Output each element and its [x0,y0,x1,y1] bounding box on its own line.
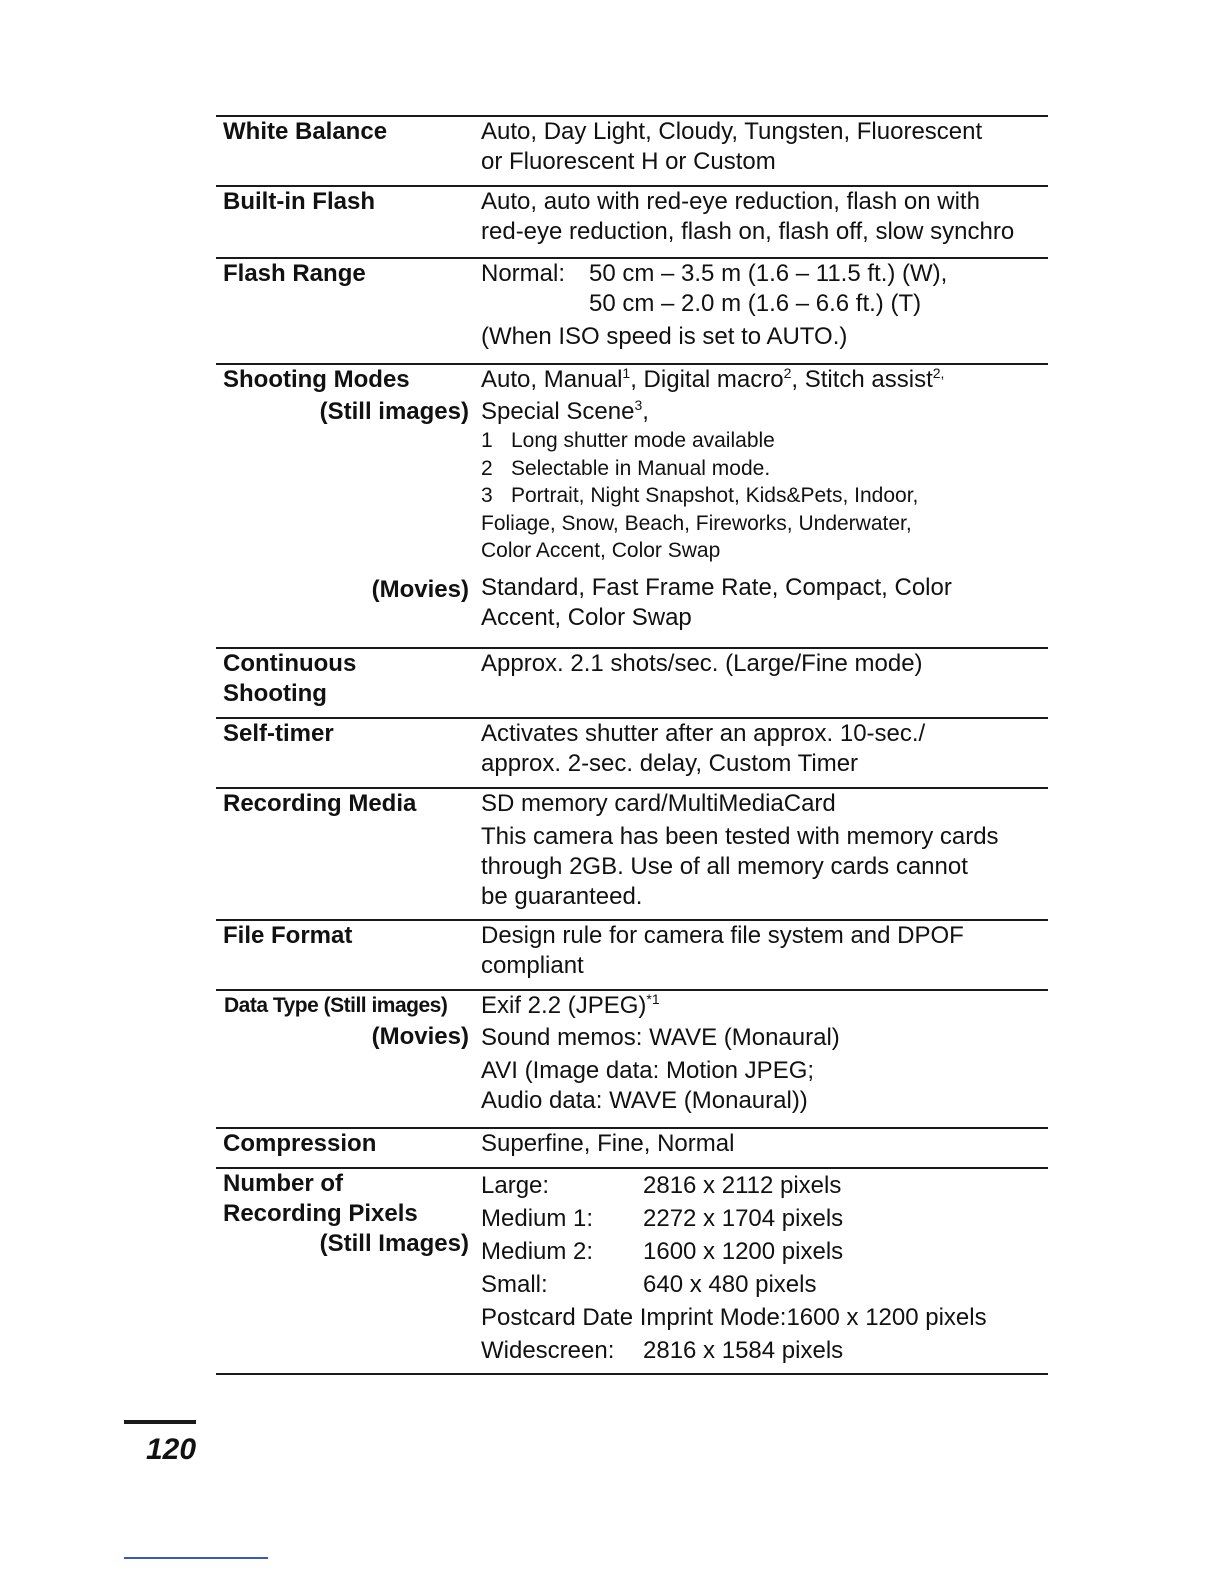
spec-label: Shooting [223,680,327,707]
spec-label: Recording Media [223,790,417,817]
spec-value: AVI (Image data: Motion JPEG; [481,1057,815,1084]
spec-value: approx. 2-sec. delay, Custom Timer [481,750,859,777]
spec-value: Audio data: WAVE (Monaural)) [481,1087,808,1114]
pixel-row [481,1268,1048,1301]
spec-value: Activates shutter after an approx. 10-sec./ [481,720,926,747]
footnote-text: Long shutter mode available [511,429,775,452]
spec-row-white-balance [216,115,1048,185]
footnote-number: 3 [481,484,493,507]
spec-value: Auto, Day Light, Cloudy, Tungsten, Fluorescent [481,118,983,145]
spec-value: be guaranteed. [481,883,643,910]
page-number-rule [124,1420,196,1424]
pixel-size-value: 640 x 480 pixels [643,1271,817,1298]
spec-label: Self-timer [223,720,334,747]
spec-value: Approx. 2.1 shots/sec. (Large/Fine mode) [481,650,923,677]
footnote-text: Foliage, Snow, Beach, Fireworks, Underwater, [481,511,912,535]
spec-row-recording-pixels [216,1167,1048,1375]
spec-value: Superfine, Fine, Normal [481,1130,735,1157]
spec-label: Built-in Flash [223,188,375,215]
pixel-row-postcard: Postcard Date Imprint Mode:1600 x 1200 pixels [481,1304,987,1331]
spec-row-recording-media [216,787,1048,919]
footnote-ref: 1 [622,365,631,381]
spec-label: Continuous [223,650,357,677]
spec-label: Recording Pixels [223,1200,418,1227]
flash-range-prefix: Normal: [481,260,566,287]
spec-label: Shooting Modes [223,366,410,393]
page-number: 120 [146,1433,197,1466]
spec-value: Standard, Fast Frame Rate, Compact, Color [481,573,952,601]
footnote-text: Color Accent, Color Swap [481,539,721,562]
spec-sublabel: (Still Images) [319,1230,469,1257]
pixel-row [481,1235,1048,1268]
pixel-size-name: Small: [481,1271,548,1298]
spec-value: , Stitch assist [791,366,933,393]
spec-row-compression [216,1127,1048,1167]
spec-sublabel: (Still images) [319,398,469,425]
spec-sublabel: (Movies) [371,576,469,603]
spec-value: , [642,398,649,425]
pixel-size-value: 2816 x 1584 pixels [643,1337,844,1364]
footnote [481,427,1048,455]
pixel-size-name: Large: [481,1172,550,1199]
spec-value: Exif 2.2 (JPEG) [481,992,647,1019]
spec-value: or Fluorescent H or Custom [481,148,776,175]
spec-value: , Digital macro [630,366,784,393]
footnote [481,455,1048,483]
pixel-size-value: 2272 x 1704 pixels [643,1205,844,1232]
pixel-size-name: Medium 1: [481,1205,594,1232]
footnote-text: Portrait, Night Snapshot, Kids&Pets, Indoor, [511,484,919,507]
spec-value: This camera has been tested with memory cards [481,823,999,850]
spec-value: red-eye reduction, flash on, flash off, slow synchro [481,218,1015,245]
footnote-text: Selectable in Manual mode. [511,456,771,480]
pixel-size-value: 2816 x 2112 pixels [643,1172,842,1199]
spec-label: Flash Range [223,260,366,287]
spec-label: Data Type (Still images) [224,994,448,1017]
spec-value: Auto, auto with red-eye reduction, flash on with [481,188,980,215]
spec-row-built-in-flash [216,185,1048,257]
spec-value: Design rule for camera file system and DPOF [481,922,964,949]
pixel-size-name: Medium 2: [481,1238,594,1265]
pixel-row [481,1334,1048,1367]
pixel-size-value: 1600 x 1200 pixels [643,1238,844,1265]
spec-row-continuous-shooting [216,647,1048,717]
footnote-ref: 2, [932,365,945,381]
bottom-link-rule [124,1557,268,1559]
spec-label: Compression [223,1130,377,1157]
footnote-ref: 2 [783,365,792,381]
spec-value: 50 cm – 2.0 m (1.6 – 6.6 ft.) (T) [589,290,922,317]
pixel-row [481,1202,1048,1235]
footnote-number: 1 [481,429,493,452]
spec-label: White Balance [223,118,388,145]
footnote-number: 2 [481,456,493,480]
spec-sublabel: (Movies) [371,1023,469,1050]
footnote-ref: 3 [634,397,643,413]
spec-value: Special Scene [481,398,635,425]
spec-row-self-timer [216,717,1048,787]
spec-label: Number of [223,1170,343,1197]
spec-value: compliant [481,952,584,979]
spec-value: (When ISO speed is set to AUTO.) [481,323,848,350]
spec-value: 50 cm – 3.5 m (1.6 – 11.5 ft.) (W), [589,260,948,287]
spec-value: through 2GB. Use of all memory cards cannot [481,853,968,880]
pixel-size-name: Widescreen: [481,1337,615,1364]
spec-value: Auto, Manual [481,366,623,393]
footnote-ref: *1 [646,991,660,1007]
spec-value: SD memory card/MultiMediaCard [481,790,836,817]
spec-row-shooting-modes [216,363,1048,647]
pixel-row [481,1169,1048,1202]
spec-value: Sound memos: WAVE (Monaural) [481,1024,840,1051]
spec-label: File Format [223,922,353,949]
spec-value: Accent, Color Swap [481,603,692,631]
spec-row-data-type [216,989,1048,1127]
spec-row-flash-range [216,257,1048,363]
spec-table [216,115,1048,1375]
spec-row-file-format [216,919,1048,989]
footnote [481,482,1048,510]
